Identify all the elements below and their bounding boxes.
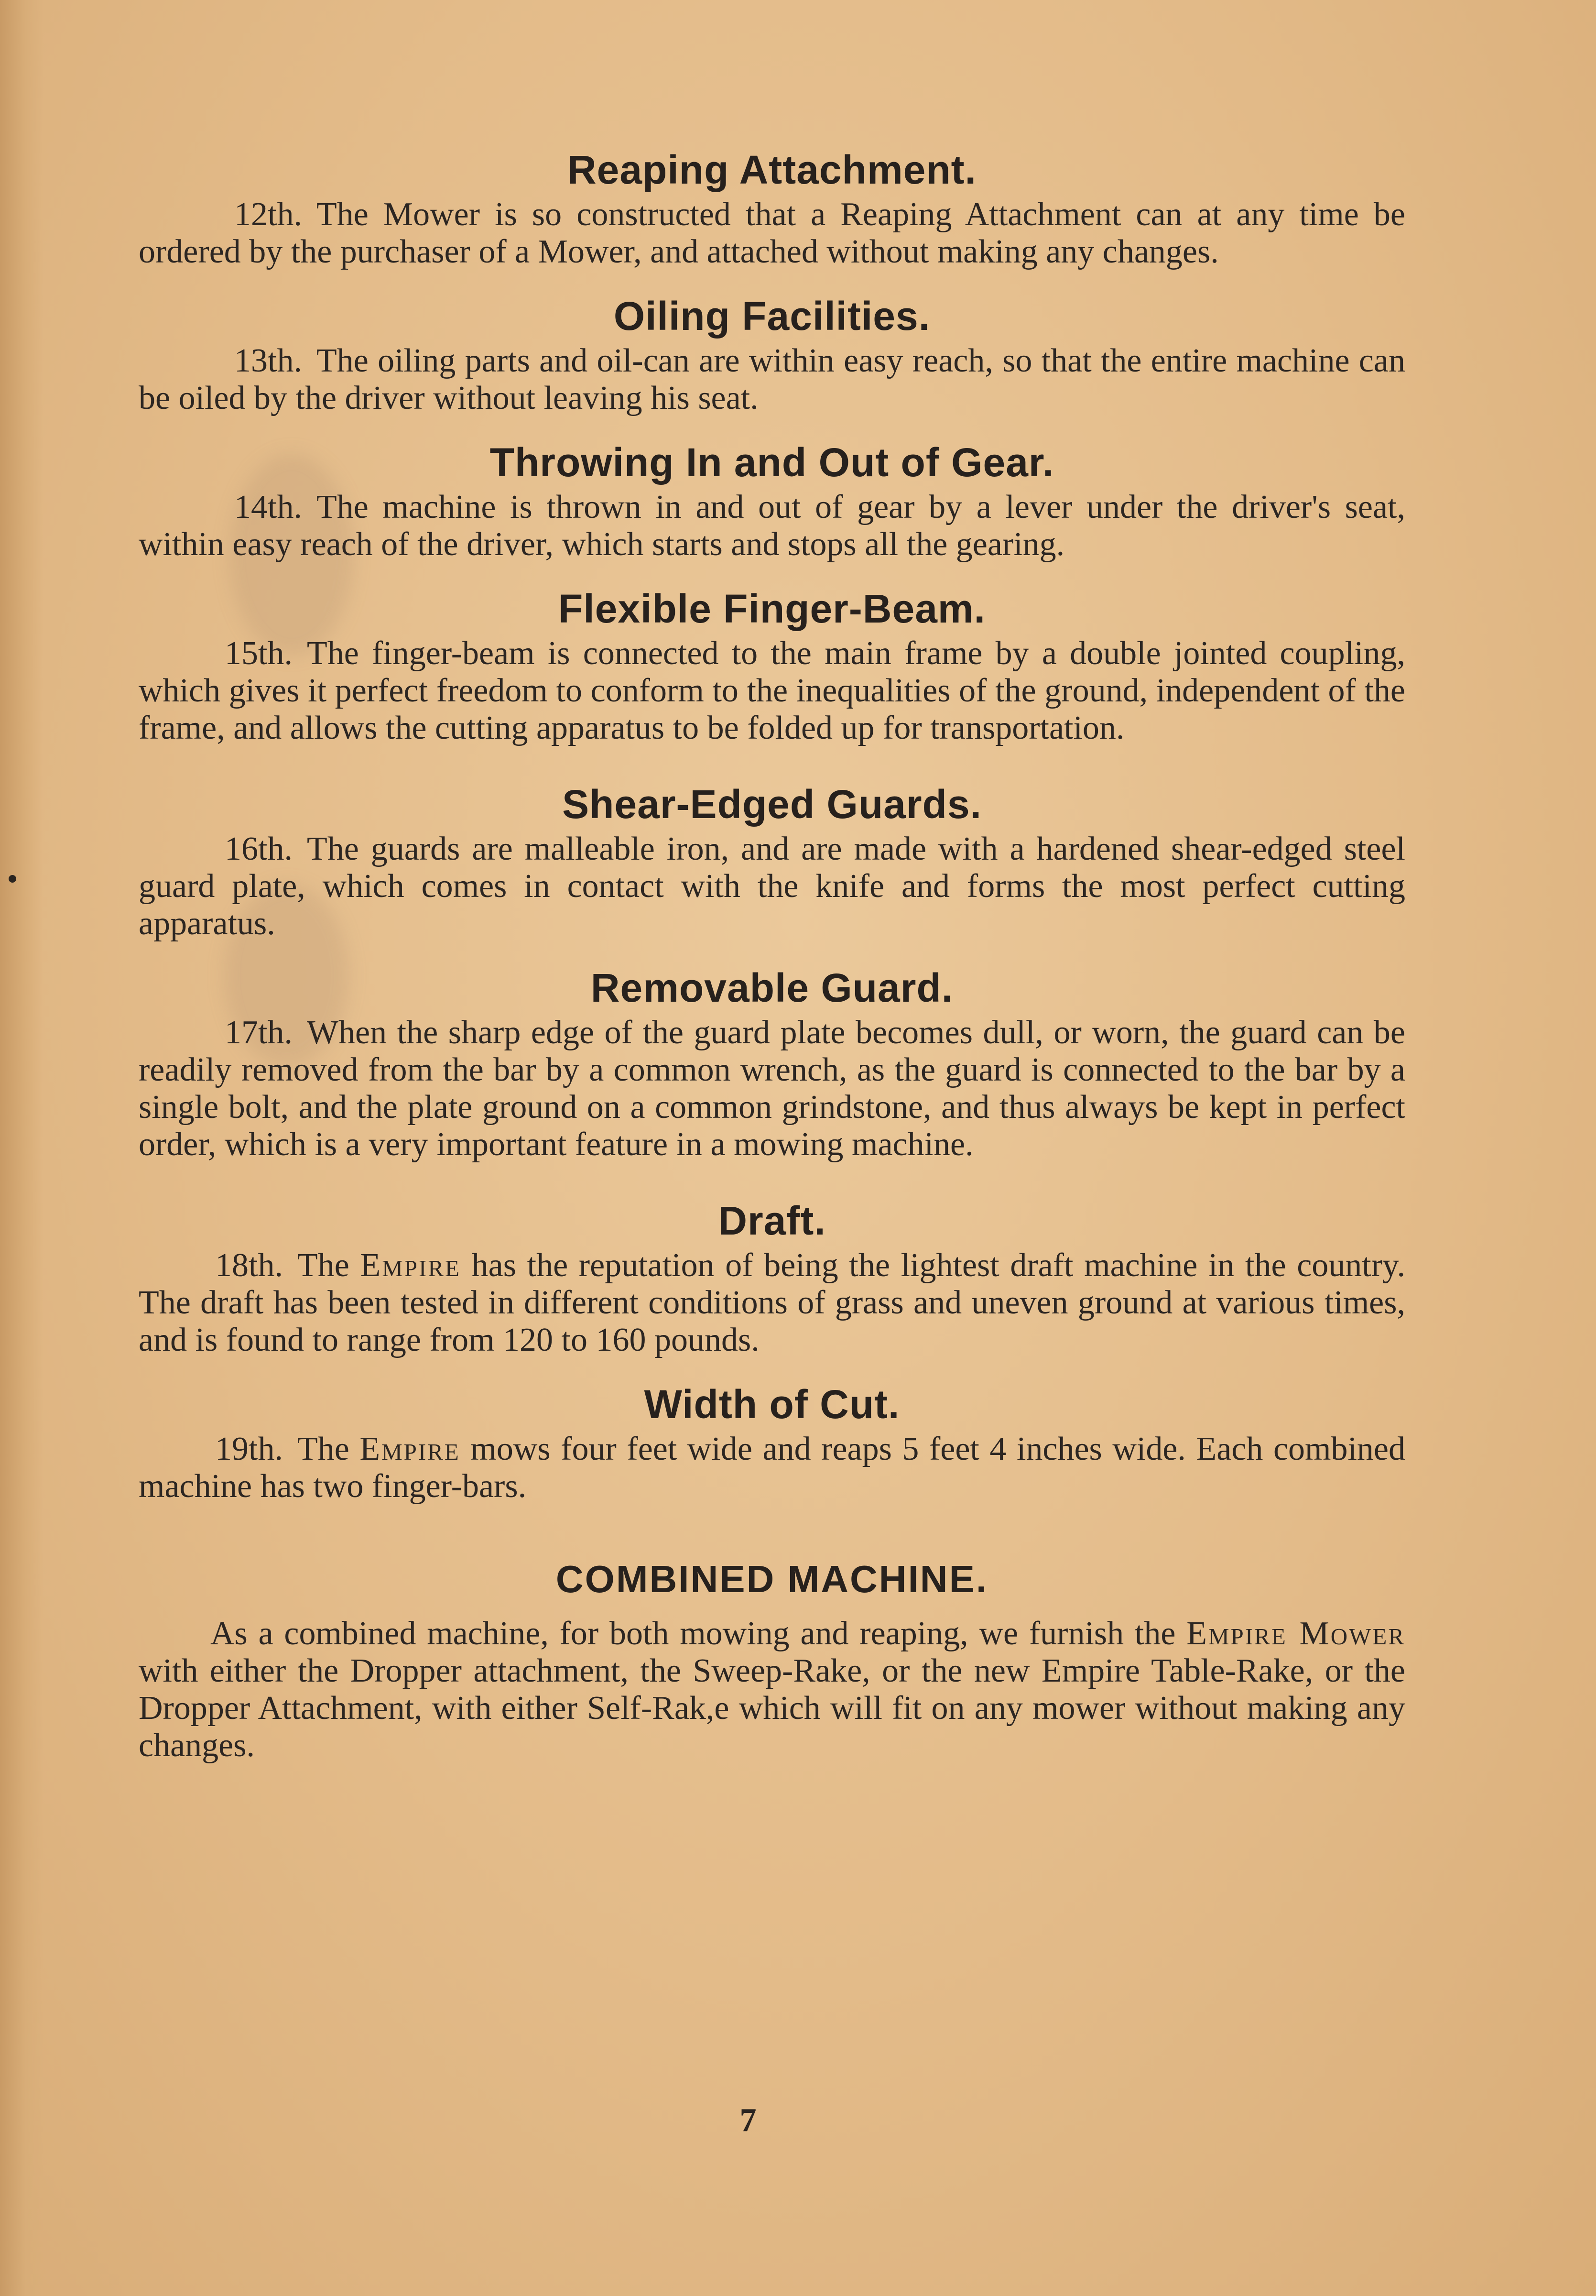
section-reaping-attachment <box>139 143 1405 271</box>
section-heading: Shear-Edged Guards. <box>562 782 982 827</box>
paragraph-text: When the sharp edge of the guard plate becomes dull, or worn, the guard can be readily removed from the bar by a common wrench, as the guard is connected to the bar by a single bolt, and the plate ground on a common grindstone, and thus always be kept in perfect order, which is a very important feature in a mowing machine. <box>139 1014 1405 1163</box>
section-paragraph <box>139 342 1405 417</box>
section-width-of-cut <box>139 1378 1405 1505</box>
combined-heading: COMBINED MACHINE. <box>555 1558 988 1600</box>
paragraph-text-start: As a combined machine, for both mowing and reaping, we furnish the <box>210 1615 1176 1652</box>
text-column <box>139 143 1405 1764</box>
section-paragraph <box>139 1014 1405 1163</box>
paragraph-text: The Mower is so constructed that a Reaping Attachment can at any time be ordered by the purchaser of a Mower, and attached without making any changes. <box>139 196 1405 270</box>
paragraph-text-start: The <box>297 1247 349 1284</box>
section-draft <box>139 1194 1405 1359</box>
ink-speck <box>9 875 16 883</box>
section-paragraph <box>139 1431 1405 1505</box>
section-heading: Throwing In and Out of Gear. <box>489 440 1054 485</box>
item-number: 13th. <box>234 342 302 379</box>
section-removable-guard <box>139 962 1405 1163</box>
section-heading: Removable Guard. <box>590 965 954 1010</box>
page-number: 7 <box>739 2102 757 2139</box>
paragraph-text-start: The <box>297 1431 349 1467</box>
paragraph-text: The finger-beam is connected to the main frame by a double jointed coupling, which gives it perfect freedom to conform to the inequalities of the ground, independent of the frame, and allows the cutting apparatus to be folded up for transportation. <box>139 635 1405 746</box>
section-paragraph <box>139 635 1405 747</box>
brand-name: Empire Mower <box>1186 1615 1406 1652</box>
paragraph-text-end: mows four feet wide and reaps 5 feet 4 inches wide. Each combined machine has two finger-bars. <box>139 1431 1405 1505</box>
page-spine-shadow <box>0 0 43 2296</box>
brand-name: Empire <box>360 1247 461 1284</box>
paragraph-text-end: has the reputation of being the lightest draft machine in the country. The draft has been tested in different conditions of grass and uneven ground at various times, and is found to range from 120 to 160 pounds. <box>139 1247 1406 1358</box>
item-number: 15th. <box>225 635 293 672</box>
section-heading: Oiling Facilities. <box>613 294 931 339</box>
paragraph-text: The oiling parts and oil-can are within easy reach, so that the entire machine can be oiled by the driver without leaving his seat. <box>139 342 1405 416</box>
item-number: 18th. <box>215 1247 283 1284</box>
section-paragraph <box>139 831 1405 942</box>
combined-paragraph <box>139 1615 1405 1764</box>
section-oiling-facilities <box>139 290 1405 417</box>
item-number: 12th. <box>234 196 302 233</box>
paragraph-text: The machine is thrown in and out of gear by a lever under the driver's seat, within easy reach of the driver, which starts and stops all the gearing. <box>139 489 1405 563</box>
item-number: 16th. <box>225 831 293 867</box>
section-shear-edged-guards <box>139 778 1405 942</box>
section-heading: Draft. <box>718 1198 826 1243</box>
item-number: 17th. <box>225 1014 293 1051</box>
section-paragraph <box>139 489 1405 563</box>
item-number: 19th. <box>215 1431 283 1467</box>
section-heading: Width of Cut. <box>644 1382 900 1427</box>
section-combined-machine <box>139 1553 1405 1764</box>
item-number: 14th. <box>234 489 302 525</box>
paragraph-text: The guards are malleable iron, and are made with a hardened shear-edged steel guard plate, which comes in contact with the knife and forms the most perfect cutting apparatus. <box>139 831 1405 942</box>
section-paragraph <box>139 1247 1405 1359</box>
section-heading: Reaping Attachment. <box>567 147 977 192</box>
paragraph-text-end: with either the Dropper attachment, the Sweep-Rake, or the new Empire Table-Rake, or the Dropper Attachment, with either Self-Rak,e which will fit on any mower without making any changes. <box>139 1652 1405 1764</box>
section-throwing-gear <box>139 436 1405 563</box>
brand-name: Empire <box>359 1431 460 1467</box>
section-flexible-finger-beam <box>139 582 1405 747</box>
section-paragraph <box>139 196 1405 271</box>
section-heading: Flexible Finger-Beam. <box>558 586 986 631</box>
